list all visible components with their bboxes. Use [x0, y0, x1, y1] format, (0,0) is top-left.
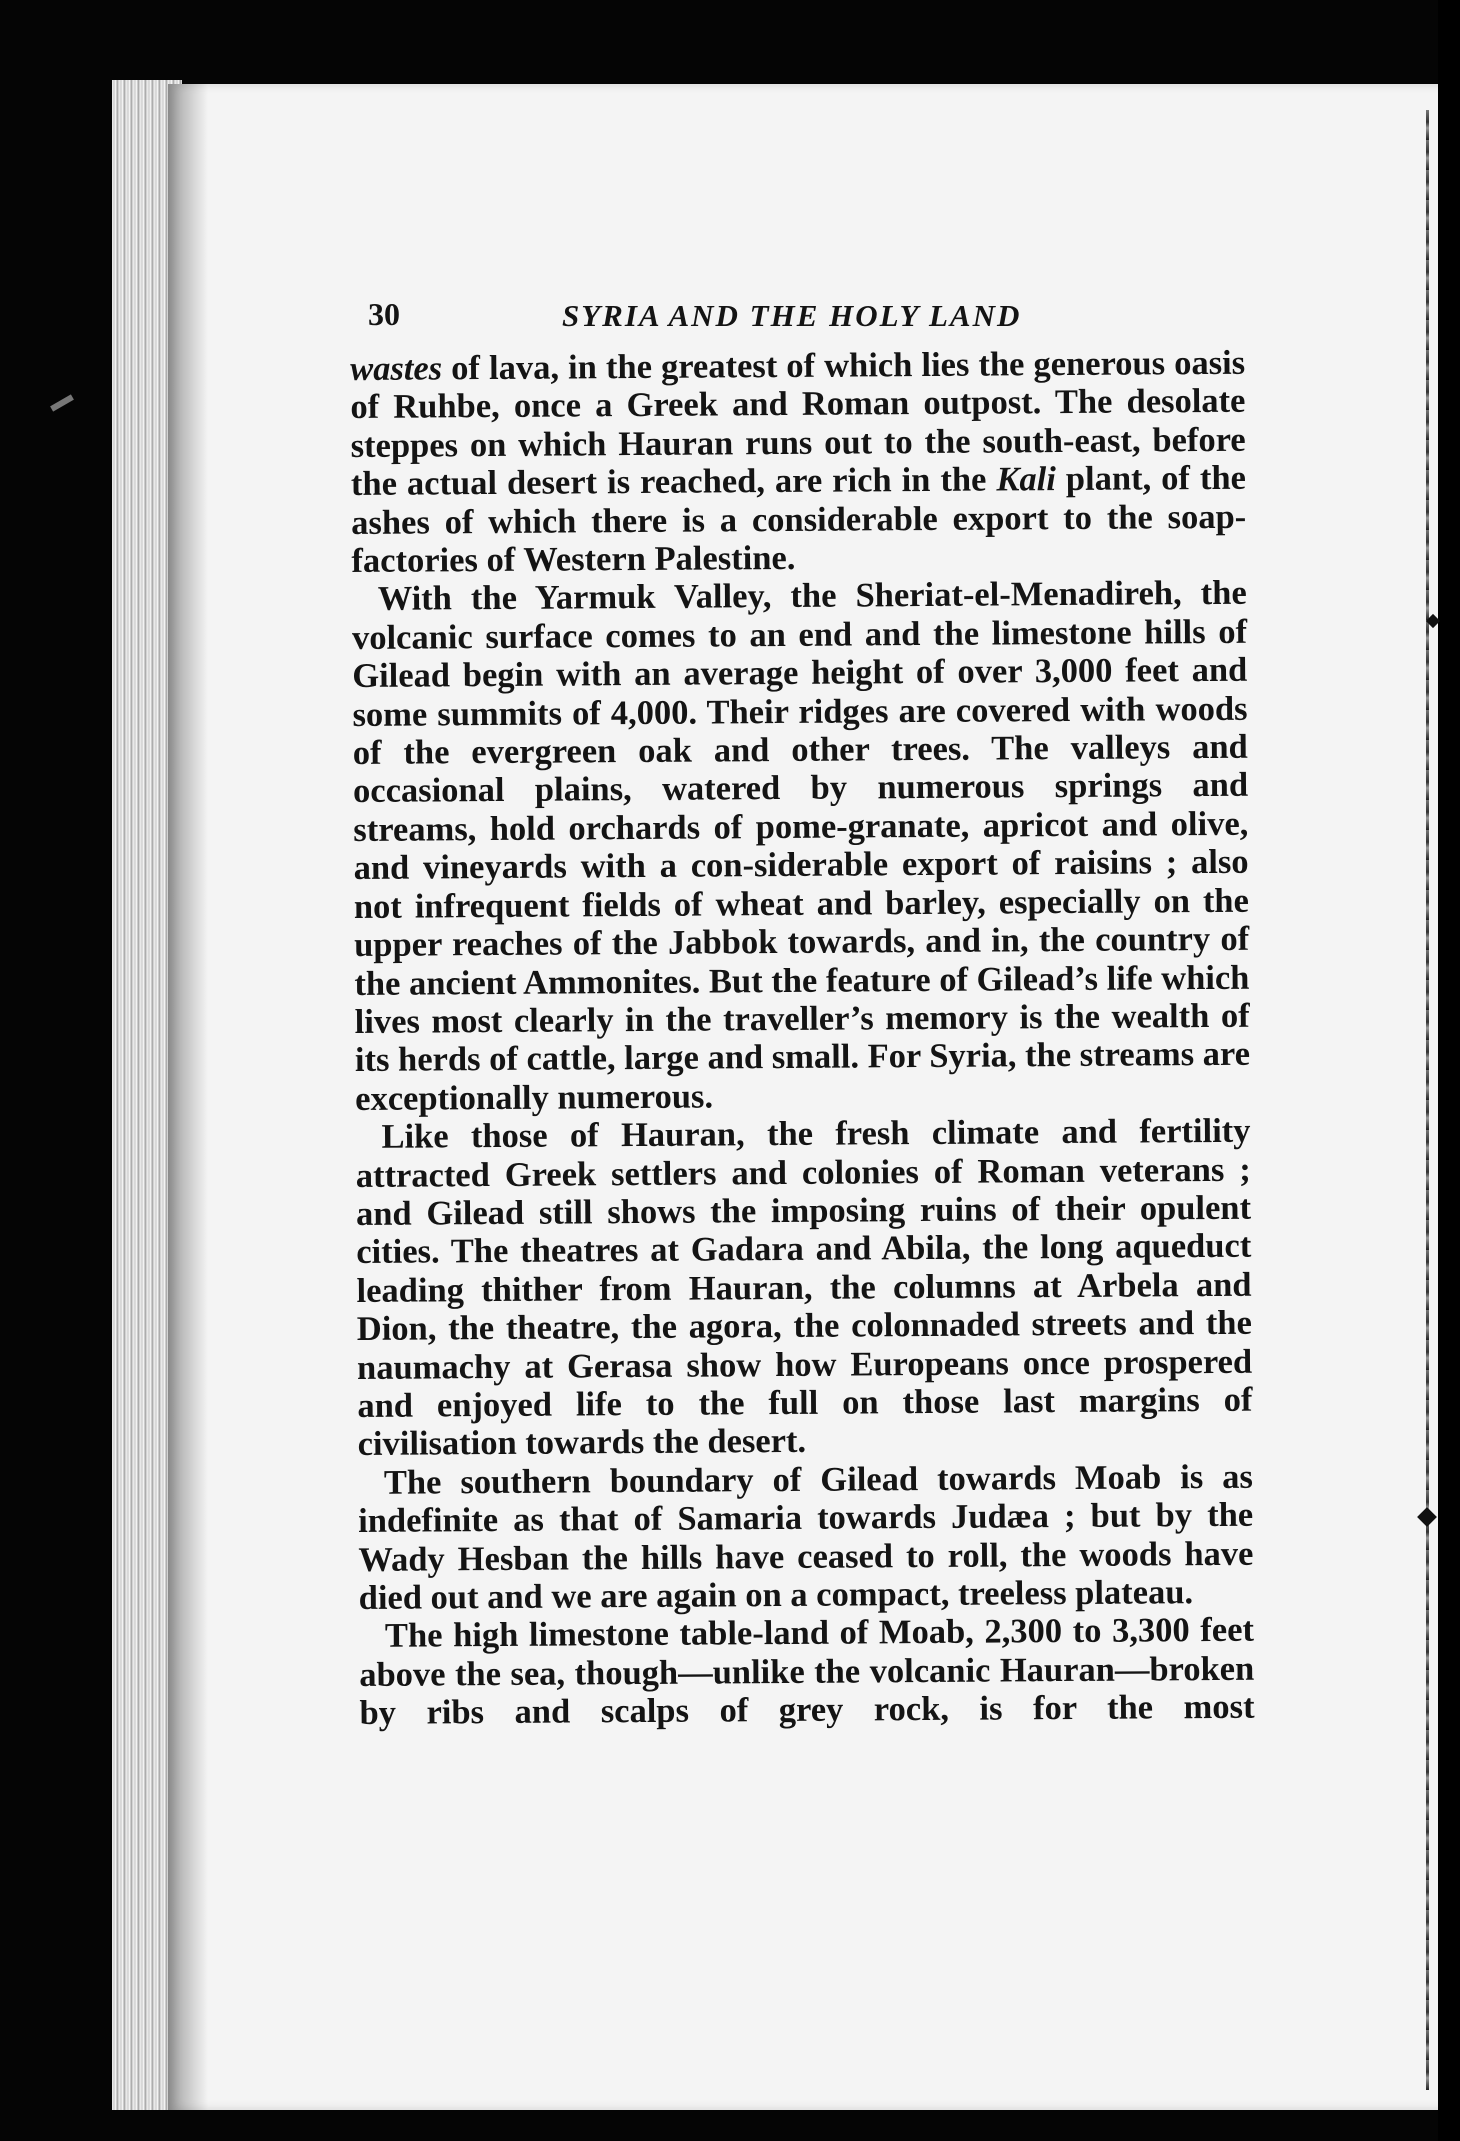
running-title: SYRIA AND THE HOLY LAND — [562, 298, 1022, 333]
text-run: The southern boundary of Gilead towards Moab is as indefinite as that of Samaria towards Judæa ; but by the Wady Hesban the hills have ceased to roll, the woods have died out and we are again on a compact, treeless plateau. — [358, 1457, 1254, 1617]
text-run: of lava, in the greatest of which lies the generous oasis of Ruhbe, once a Greek and Roman outpost. The desolate steppes on which Hauran runs out to the south-east, before the actual desert is reached, are rich in the — [350, 343, 1246, 504]
text-run: With the Yarmuk Valley, the Sheriat-el-Menadireh, the volcanic surface comes to an end and the limestone hills of Gilead begin with an average height of over 3,000 feet and some summits of 4,000. Their ridges are covered with woods of the evergreen oak and other trees. The valleys and occasional plains, watered by numerous springs and streams, hold orchards of pome-granate, apricot and olive, and vineyards with a con-siderable export of raisins ; also not infrequent fields of wheat and barley, especially on the upper reaches of the Jabbok towards, and in, the country of the ancient Ammonites. But the feature of Gilead’s life which lives most clearly in the traveller’s memory is the wealth of its herds of cattle, large and small. For Syria, the streams are exceptionally numerous. — [351, 574, 1251, 1118]
scan-border — [1438, 0, 1460, 2141]
paragraph — [352, 574, 1251, 1118]
scan-speck — [50, 394, 74, 411]
italic-word: wastes — [350, 349, 443, 388]
running-header — [368, 296, 1088, 342]
paragraph — [350, 344, 1247, 581]
paragraph — [355, 1112, 1252, 1464]
text-run: plant, of the ashes of which there is a considerable export to the soap-factories of Western Palestine. — [351, 458, 1247, 581]
paragraph — [358, 1458, 1254, 1618]
text-run: Like those of Hauran, the fresh climate and fertility attracted Greek settlers and colonies of Roman veterans ; and Gilead still shows the imposing ruins of their opulent cities. The theatres at Gadara and Abila, the long aqueduct leading thither from Hauran, the columns at Arbela and Dion, the theatre, the agora, the colonnaded streets and the naumachy at Gerasa show how Europeans once prospered and enjoyed life to the full on those last margins of civilisation towards the desert. — [355, 1111, 1253, 1464]
paragraph — [359, 1611, 1255, 1732]
italic-word: Kali — [996, 460, 1056, 499]
text-run: The high limestone table-land of Moab, 2,300 to 3,300 feet above the sea, though—unlike the volcanic Hauran—broken by ribs and scalps of grey rock, is for the most — [359, 1611, 1255, 1733]
facing-page-edge — [1426, 110, 1429, 2090]
body-text — [350, 344, 1255, 1733]
page-number: 30 — [368, 296, 400, 332]
spine-shadow — [168, 84, 208, 2110]
